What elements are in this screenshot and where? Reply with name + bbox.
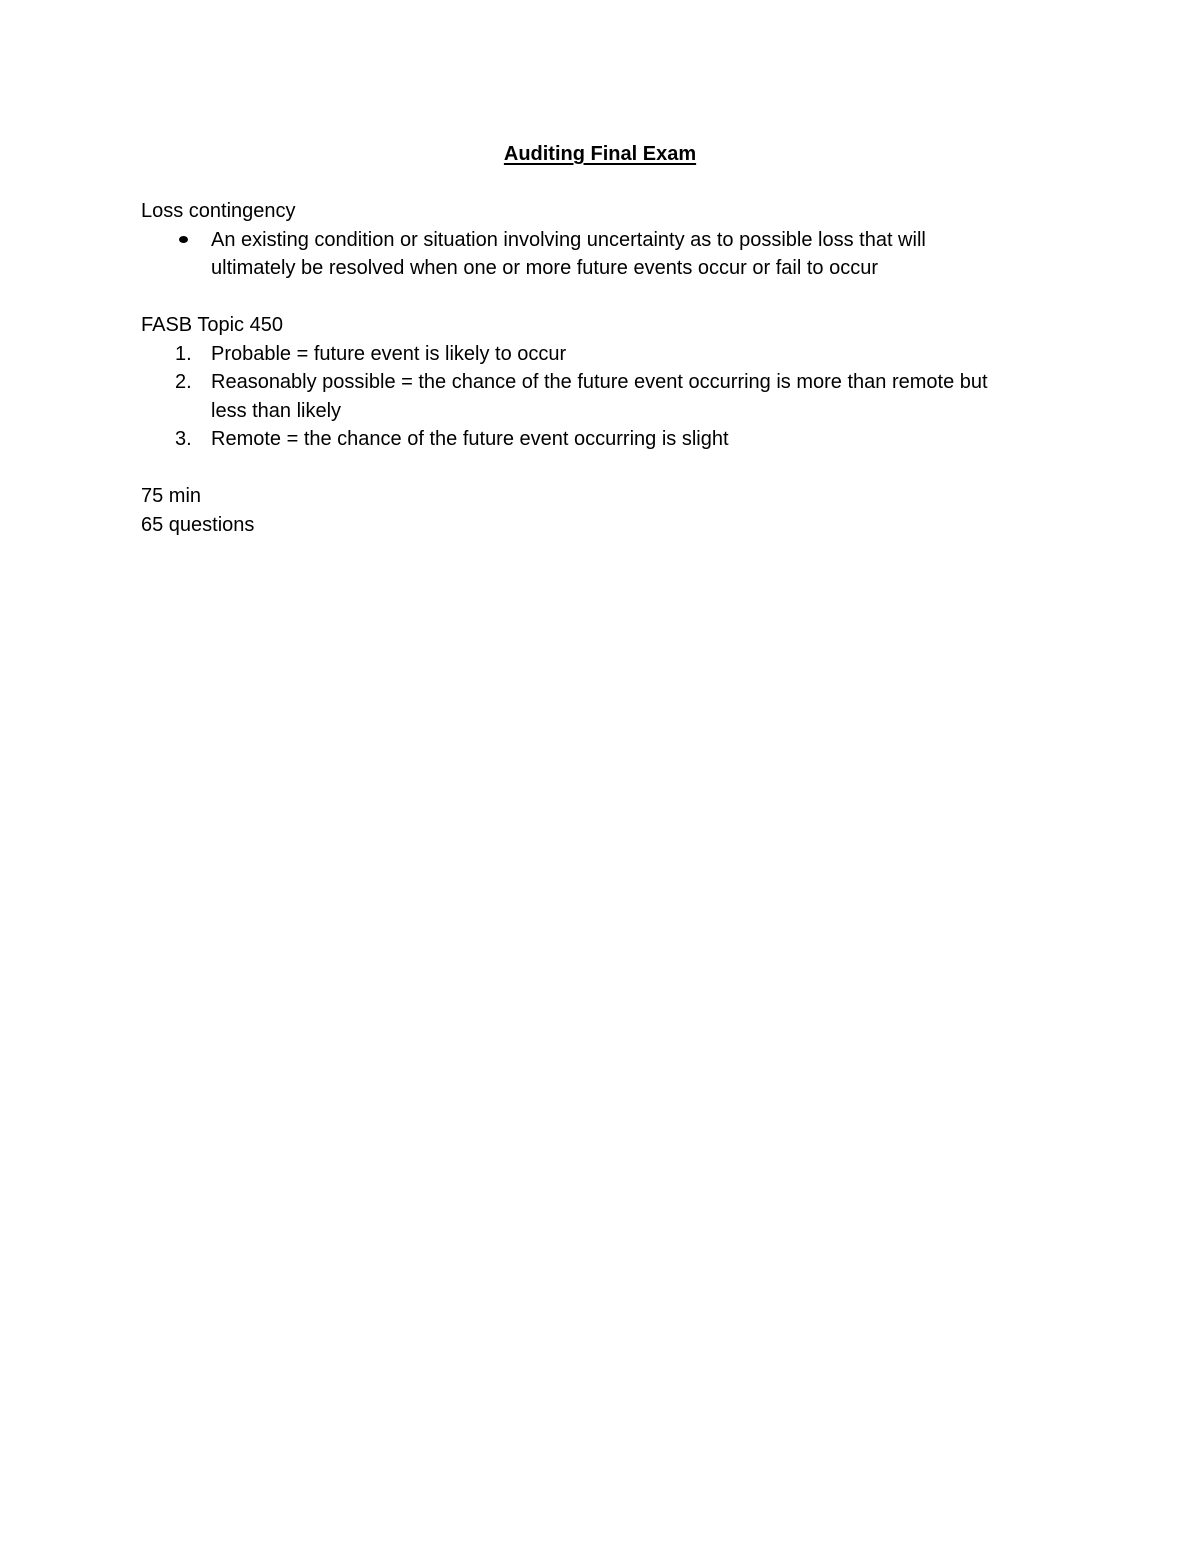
section-fasb-topic — [141, 311, 1071, 454]
note-question-count: 65 questions — [141, 513, 255, 536]
numbered-line: Remote = the chance of the future event occurring is slight — [211, 428, 729, 450]
list-number: 3. — [175, 428, 192, 450]
numbered-item — [141, 368, 1071, 425]
numbered-item — [141, 425, 1071, 454]
bullet-line: ultimately be resolved when one or more future events occur or fail to occur — [211, 257, 878, 279]
bullet-line: An existing condition or situation involving uncertainty as to possible loss that will — [211, 228, 926, 251]
exam-notes — [141, 482, 1071, 539]
bullet-icon — [179, 236, 188, 243]
document-title: Auditing Final Exam — [503, 143, 697, 165]
section-heading: Loss contingency — [141, 200, 296, 222]
numbered-line: Probable = future event is likely to occur — [211, 342, 567, 365]
list-number: 2. — [175, 371, 192, 393]
numbered-line: Reasonably possible = the chance of the future event occurring is more than remote but — [211, 371, 988, 393]
list-number: 1. — [175, 342, 192, 365]
numbered-line: less than likely — [211, 399, 342, 422]
bullet-item — [141, 226, 1071, 283]
section-loss-contingency — [141, 197, 1071, 283]
note-duration: 75 min — [141, 485, 202, 507]
section-heading: FASB Topic 450 — [141, 314, 283, 336]
numbered-item — [141, 340, 1071, 369]
